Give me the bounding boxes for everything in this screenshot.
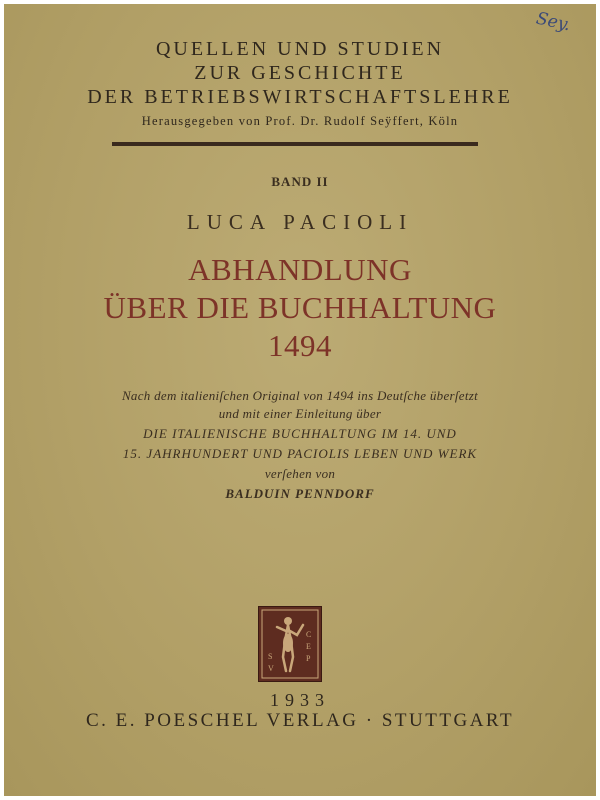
- svg-text:P: P: [306, 654, 311, 663]
- volume-number: BAND II: [271, 174, 329, 189]
- title-page: [4, 4, 596, 796]
- emblem-figure-icon: [259, 607, 321, 681]
- divider-rule: [112, 142, 478, 146]
- main-title-line-1: ABHANDLUNG: [188, 252, 412, 287]
- publisher-emblem-icon: [258, 606, 322, 682]
- svg-text:E: E: [306, 642, 311, 651]
- main-title-line-2: ÜBER DIE BUCHHALTUNG: [103, 290, 497, 325]
- series-title-line-3: DER BETRIEBSWIRTSCHAFTSLEHRE: [87, 86, 513, 108]
- author-name: LUCA PACIOLI: [186, 210, 414, 234]
- publisher-imprint: C. E. POESCHEL VERLAG · STUTTGART: [85, 710, 515, 731]
- handwritten-signature: Sey.: [534, 8, 573, 36]
- subtitle-line-3: DIE ITALIENISCHE BUCHHALTUNG IM 14. UND: [143, 426, 457, 441]
- subtitle-line-4: 15. JAHRHUNDERT UND PACIOLIS LEBEN UND WERK: [122, 446, 478, 461]
- subtitle-line-1: Nach dem italieniſchen Original von 1494 ins Deutſche überſetzt: [121, 388, 479, 403]
- imprint-year: 1933: [270, 690, 330, 710]
- series-editor: Herausgegeben von Prof. Dr. Rudolf Seÿffert, Köln: [141, 114, 459, 128]
- subtitle-line-2: und mit einer Einleitung über: [218, 406, 382, 421]
- series-title-line-1: QUELLEN UND STUDIEN: [155, 38, 445, 60]
- translator-name: BALDUIN PENNDORF: [225, 486, 375, 501]
- subtitle-line-5: verſehen von: [264, 466, 336, 481]
- main-title-year: 1494: [268, 328, 332, 363]
- svg-text:C: C: [306, 630, 312, 639]
- series-title-line-2: ZUR GESCHICHTE: [194, 62, 406, 84]
- svg-text:S: S: [268, 652, 273, 661]
- svg-text:V: V: [268, 664, 274, 673]
